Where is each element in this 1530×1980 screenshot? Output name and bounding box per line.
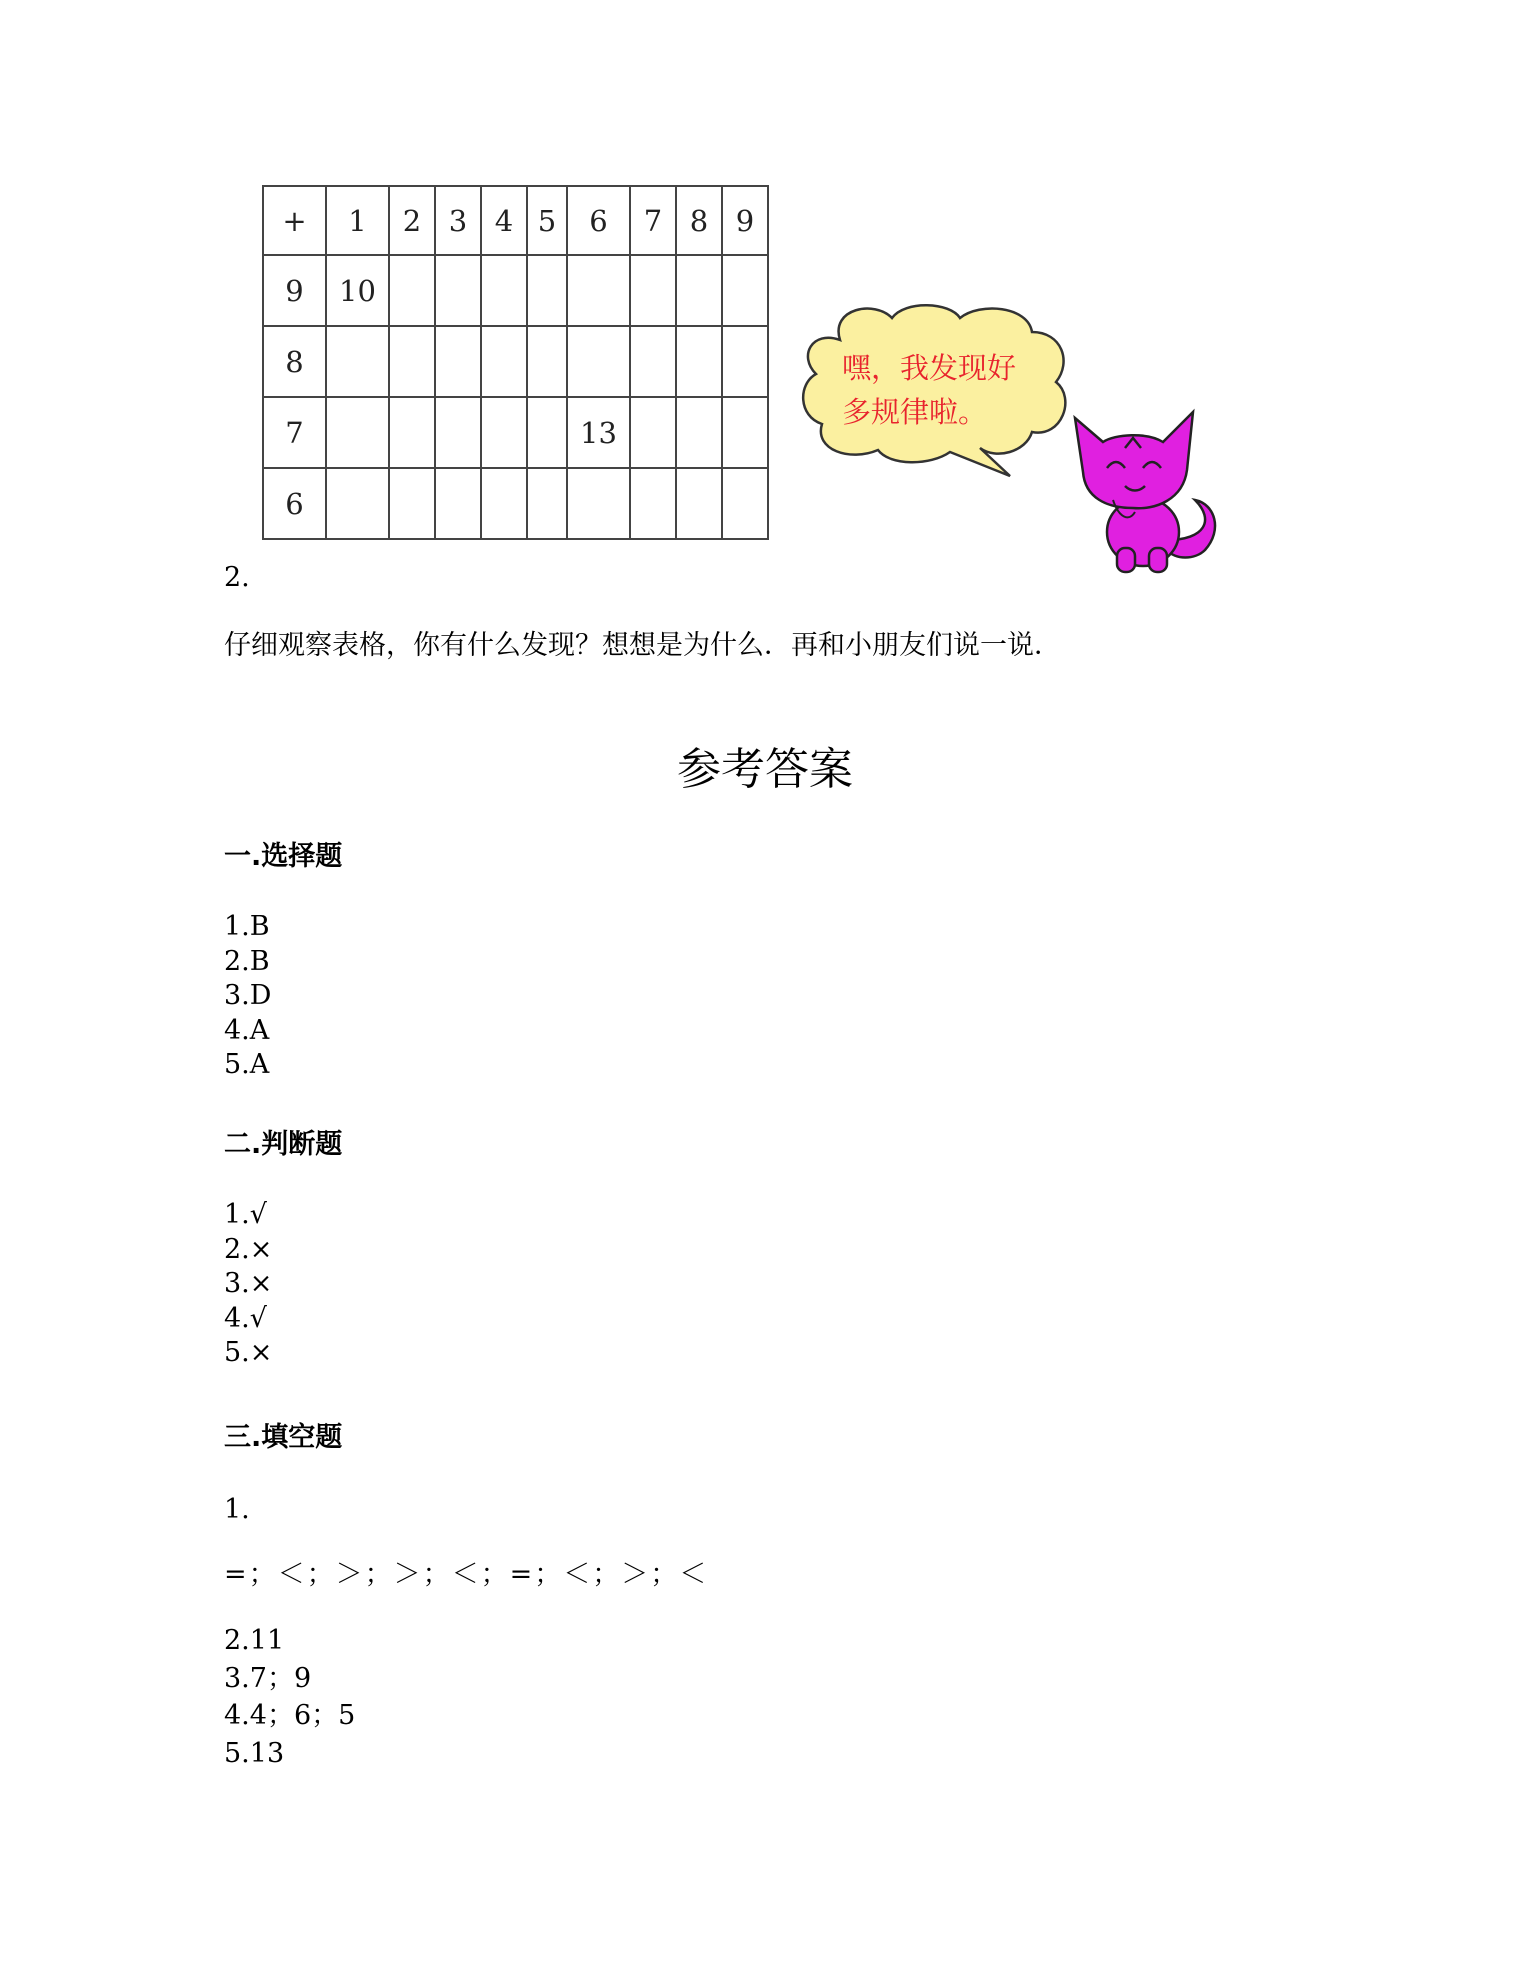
addition-table [262,185,769,540]
bubble-text-line-2: 多规律啦。 [842,395,988,429]
answer-item: 2.× [224,1233,273,1265]
answer-item: 4.4；6；5 [224,1700,356,1731]
table-cell [722,468,768,539]
table-cell [676,326,722,397]
table-cell [630,468,676,539]
table-cell: 3 [435,186,481,255]
table-cell [527,326,567,397]
table-cell [722,397,768,468]
answer-item: 1.√ [224,1199,267,1230]
table-cell: 13 [567,397,630,468]
answer-item: 1.B [224,911,270,942]
answer-item: 5.13 [224,1737,285,1769]
answer-item: 3.× [224,1268,273,1299]
table-cell [435,397,481,468]
answer-item: 5.A [224,1049,270,1080]
speech-bubble [800,300,1080,480]
section-heading-choice: 一.选择题 [224,841,343,872]
table-cell [481,468,527,539]
answer-item: 3.7；9 [224,1662,312,1694]
table-cell: 10 [326,255,389,326]
table-cell [676,468,722,539]
table-row [263,397,768,468]
table-cell [676,397,722,468]
question-text: 仔细观察表格，你有什么发现？想想是为什么．再和小朋友们说一说． [224,630,1061,661]
table-cell: 7 [630,186,676,255]
answer-item: 4.A [224,1014,270,1046]
section-heading-judgement: 二.判断题 [224,1129,343,1160]
table-cell: 5 [527,186,567,255]
question-number: 2. [224,562,250,593]
section-heading-fill-blank: 三.填空题 [224,1422,343,1453]
table-cell: 6 [567,186,630,255]
table-cell [722,255,768,326]
table-cell [630,326,676,397]
answer-item: 5.× [224,1337,273,1368]
table-cell: 9 [263,255,326,326]
table-cell: 8 [676,186,722,255]
table-cell [676,255,722,326]
fill-blank-q1-number: 1. [224,1494,250,1525]
table-cell: + [263,186,326,255]
table-cell: 6 [263,468,326,539]
answer-item: 3.D [224,980,272,1011]
table-cell [435,326,481,397]
answer-item: 2.11 [224,1625,285,1656]
table-cell [630,255,676,326]
table-cell [567,326,630,397]
answer-item: 4.√ [224,1302,267,1334]
answer-list-judgement [224,1198,272,1371]
table-cell [435,468,481,539]
table-cell: 8 [263,326,326,397]
table-cell: 1 [326,186,389,255]
answer-title: 参考答案 [677,744,853,795]
table-cell [567,468,630,539]
table-cell [527,397,567,468]
bubble-text-line-1: 嘿，我发现好 [842,351,1017,385]
fill-blank-q1-answer: =；＜；＞；＞；＜；=；＜；＞；＜ [224,1559,709,1590]
table-row [263,468,768,539]
table-cell [389,326,435,397]
table-cell [630,397,676,468]
table-cell [481,397,527,468]
table-cell [435,255,481,326]
table-cell: 7 [263,397,326,468]
table-cell [481,255,527,326]
table-cell [389,468,435,539]
table-cell [527,255,567,326]
table-cell [326,397,389,468]
table-row [263,326,768,397]
table-cell [722,326,768,397]
answer-list-fill-blank [224,1624,355,1771]
table-cell [389,397,435,468]
table-cell [326,468,389,539]
table-cell: 9 [722,186,768,255]
table-cell [326,326,389,397]
table-row [263,255,768,326]
cartoon-cat-icon [1055,400,1225,575]
table-cell [567,255,630,326]
table-header-row [263,186,768,255]
answer-item: 2.B [224,945,270,977]
table-cell [389,255,435,326]
table-cell [527,468,567,539]
table-cell: 4 [481,186,527,255]
table-cell: 2 [389,186,435,255]
answer-list-choice [224,910,271,1083]
table-cell [481,326,527,397]
